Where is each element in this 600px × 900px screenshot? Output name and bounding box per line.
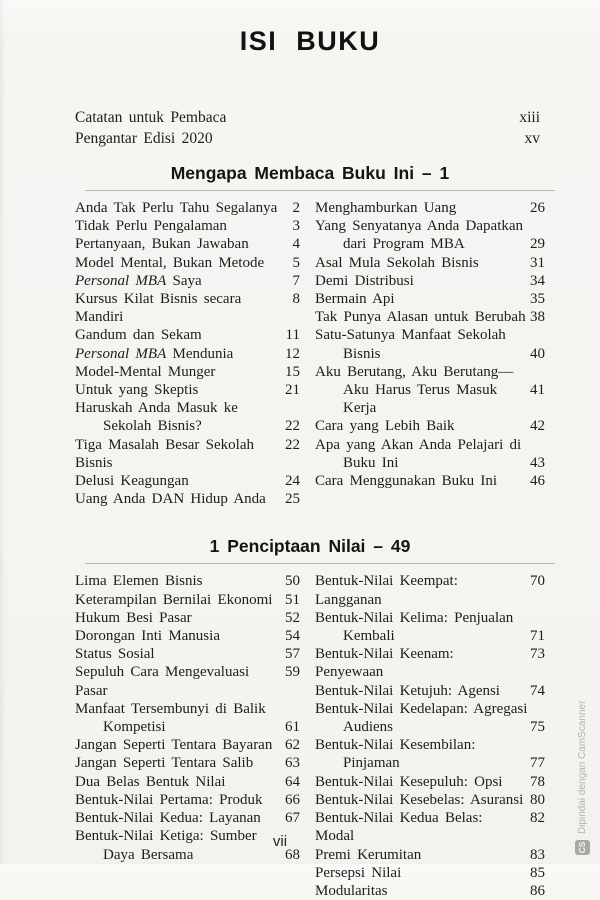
entry-page-number: 22 <box>285 418 300 435</box>
entry-page-number: 8 <box>292 291 300 308</box>
entry-title: Yang Senyatanya Anda Dapatkan <box>315 218 524 235</box>
entry-page-number: 46 <box>530 473 545 490</box>
entry-page-number: 5 <box>292 254 300 271</box>
entry-title: Aku Berutang, Aku Berutang— <box>315 363 514 380</box>
toc-entry <box>315 417 545 435</box>
toc-entry <box>75 235 300 253</box>
entry-title: Jangan Seperti Tentara Bayaran <box>75 737 273 754</box>
entry-page-number: 34 <box>530 272 545 289</box>
entry-page-number: 80 <box>530 791 545 808</box>
entry-title: Pengantar Edisi 2020 <box>75 130 213 147</box>
toc-entry <box>315 290 545 308</box>
toc-entry <box>75 645 300 663</box>
toc-entry <box>315 381 545 417</box>
toc-entry <box>315 864 545 882</box>
entry-title: Manfaat Tersembunyi di Balik <box>75 700 266 717</box>
toc-entry <box>75 754 300 772</box>
toc-entry <box>75 791 300 809</box>
entry-page-number: 41 <box>530 382 545 399</box>
entry-title: Gandum dan Sekam <box>75 327 202 344</box>
toc-entry <box>75 736 300 754</box>
entry-page-number: 83 <box>530 846 545 863</box>
toc-entry <box>75 417 300 435</box>
entry-title: Bentuk-Nilai Kesebelas: Asuransi <box>315 791 524 808</box>
entry-title: Keterampilan Bernilai Ekonomi <box>75 591 273 608</box>
entry-page-number: 26 <box>530 200 545 216</box>
entry-title: Kompetisi <box>103 719 166 736</box>
entry-title: Anda Tak Perlu Tahu Segalanya <box>75 200 278 216</box>
toc-entry <box>315 627 545 645</box>
entry-title: Dorongan Inti Manusia <box>75 628 220 645</box>
toc-entry <box>75 572 300 590</box>
entry-page-number: 11 <box>285 327 300 344</box>
entry-title: Audiens <box>343 719 393 736</box>
toc-entry <box>75 490 300 508</box>
toc-entry <box>315 773 545 791</box>
toc-entry <box>75 345 300 363</box>
entry-title: Status Sosial <box>75 646 155 663</box>
entry-title: Jangan Seperti Tentara Salib <box>75 755 254 772</box>
page-title: ISI BUKU <box>239 26 381 56</box>
section-mengapa-membaca <box>75 163 545 508</box>
entry-title: Cara Menggunakan Buku Ini <box>315 473 498 490</box>
toc-columns <box>75 199 545 508</box>
entry-title: Haruskah Anda Masuk ke <box>75 400 238 417</box>
entry-title: Bentuk-Nilai Kelima: Penjualan <box>315 609 514 626</box>
toc-entry <box>75 809 300 827</box>
front-matter-entry <box>75 128 540 149</box>
toc-entry <box>315 736 545 754</box>
page-number: vii <box>272 833 288 850</box>
toc-entry <box>315 754 545 772</box>
section-heading: 1 Penciptaan Nilai – 49 <box>209 536 411 557</box>
entry-title: Bermain Api <box>315 291 395 308</box>
section-heading: Mengapa Membaca Buku Ini – 1 <box>170 163 450 183</box>
toc-entry <box>315 308 545 326</box>
entry-title: Kursus Kilat Bisnis secara Mandiri <box>75 291 242 326</box>
entry-page-number: 68 <box>285 846 300 863</box>
entry-title: Satu-Satunya Manfaat Sekolah <box>315 327 506 344</box>
toc-entry <box>75 199 300 217</box>
toc-entry <box>315 254 545 272</box>
entry-title: Delusi Keagungan <box>75 473 189 490</box>
entry-page-number: 64 <box>285 773 300 790</box>
toc-entry <box>75 436 300 472</box>
entry-page-number: 7 <box>292 272 300 289</box>
entry-title: Hukum Besi Pasar <box>75 609 192 626</box>
entry-title: Bentuk-Nilai Ketiga: Sumber <box>75 828 257 845</box>
entry-title: Bentuk-Nilai Keempat: Langganan <box>315 573 458 608</box>
entry-page-number: 59 <box>285 664 300 681</box>
entry-page-number: 21 <box>285 382 300 399</box>
toc-entry <box>75 290 300 326</box>
entry-title: Kembali <box>343 628 395 645</box>
toc-entry <box>315 682 545 700</box>
entry-page-number: 2 <box>292 200 300 216</box>
entry-page-number: 71 <box>530 628 545 645</box>
entry-title: Persepsi Nilai <box>315 864 402 881</box>
entry-page-number: 42 <box>530 418 545 435</box>
entry-title: Tiga Masalah Besar Sekolah Bisnis <box>75 436 255 471</box>
toc-entry <box>315 235 545 253</box>
toc-entry <box>315 791 545 809</box>
entry-title: Pertanyaan, Bukan Jawaban <box>75 236 249 253</box>
entry-title: Bentuk-Nilai Pertama: Produk <box>75 791 263 808</box>
entry-title: Pinjaman <box>343 755 400 772</box>
entry-title: Model Mental, Bukan Metode <box>75 254 265 271</box>
toc-entry <box>75 272 300 290</box>
entry-page-number: 4 <box>292 236 300 253</box>
toc-entry <box>315 199 545 217</box>
entry-page-number: 50 <box>285 573 300 590</box>
toc-entry <box>75 326 300 344</box>
front-matter-entry <box>75 107 540 128</box>
entry-page-number: 75 <box>530 719 545 736</box>
toc-entry <box>315 718 545 736</box>
entry-page-number: 67 <box>285 810 300 827</box>
toc-entry <box>315 326 545 344</box>
toc-entry <box>315 572 545 608</box>
entry-title: Daya Bersama <box>103 846 194 863</box>
section-divider <box>85 563 555 564</box>
toc-columns <box>75 572 545 900</box>
entry-page-number: 62 <box>285 737 300 754</box>
entry-page-number: 85 <box>530 864 545 881</box>
entry-page-number: xv <box>524 130 540 147</box>
entry-page-number: 12 <box>285 345 300 362</box>
entry-title: Catatan untuk Pembaca <box>75 109 227 126</box>
toc-entry <box>315 272 545 290</box>
toc-entry <box>75 217 300 235</box>
toc-entry <box>75 399 300 417</box>
toc-column-right <box>315 572 545 900</box>
entry-title: Lima Elemen Bisnis <box>75 573 203 590</box>
toc-column-left <box>75 572 300 900</box>
entry-page-number: 43 <box>530 454 545 471</box>
entry-title: Bentuk-Nilai Keenam: Penyewaan <box>315 646 454 681</box>
entry-title: Tak Punya Alasan untuk Berubah <box>315 309 526 326</box>
toc-entry <box>75 609 300 627</box>
entry-page-number: 54 <box>285 628 300 645</box>
camscanner-watermark-text: Dipindai dengan CamScanner <box>576 700 588 834</box>
entry-page-number: 3 <box>292 218 300 235</box>
entry-page-number: 38 <box>530 309 545 326</box>
toc-entry <box>315 217 545 235</box>
entry-title: Personal MBA Mendunia <box>75 345 234 362</box>
toc-entry <box>315 882 545 900</box>
toc-entry <box>75 663 300 699</box>
entry-title: Sepuluh Cara Mengevaluasi Pasar <box>75 664 250 699</box>
entry-title: Modularitas <box>315 882 388 899</box>
entry-page-number: 57 <box>285 646 300 663</box>
section-divider <box>85 190 555 191</box>
entry-page-number: 63 <box>285 755 300 772</box>
toc-entry <box>315 345 545 363</box>
entry-page-number: 74 <box>530 682 545 699</box>
toc-column-right <box>315 199 545 508</box>
entry-page-number: 77 <box>530 755 545 772</box>
toc-entry <box>75 381 300 399</box>
camscanner-logo-icon: CS <box>575 840 590 855</box>
toc-entry <box>75 591 300 609</box>
entry-title: Apa yang Akan Anda Pelajari di <box>315 436 522 453</box>
entry-title: Buku Ini <box>343 454 399 471</box>
entry-title: Asal Mula Sekolah Bisnis <box>315 254 479 271</box>
entry-page-number: 78 <box>530 773 545 790</box>
entry-page-number: xiii <box>519 109 540 126</box>
toc-entry <box>75 472 300 490</box>
entry-page-number: 73 <box>530 646 545 663</box>
entry-page-number: 31 <box>530 254 545 271</box>
entry-title: Bentuk-Nilai Kesembilan: <box>315 737 476 754</box>
toc-entry <box>315 609 545 627</box>
toc-entry <box>75 627 300 645</box>
entry-title: Bentuk-Nilai Kedua Belas: Modal <box>315 810 483 845</box>
entry-title: Untuk yang Skeptis <box>75 382 199 399</box>
entry-page-number: 52 <box>285 609 300 626</box>
entry-title: dari Program MBA <box>343 236 465 253</box>
entry-page-number: 24 <box>285 473 300 490</box>
entry-title: Demi Distribusi <box>315 272 414 289</box>
toc-entry <box>75 363 300 381</box>
toc-column-left <box>75 199 300 508</box>
entry-title: Menghamburkan Uang <box>315 200 457 216</box>
entry-title: Model-Mental Munger <box>75 363 216 380</box>
entry-page-number: 25 <box>285 491 300 508</box>
toc-entry <box>315 454 545 472</box>
entry-title: Bentuk-Nilai Kedua: Layanan <box>75 810 261 827</box>
entry-page-number: 86 <box>530 882 545 899</box>
entry-title: Cara yang Lebih Baik <box>315 418 455 435</box>
front-matter-list <box>75 107 540 149</box>
entry-page-number: 29 <box>530 236 545 253</box>
entry-page-number: 40 <box>530 345 545 362</box>
entry-title: Tidak Perlu Pengalaman <box>75 218 227 235</box>
entry-page-number: 66 <box>285 791 300 808</box>
entry-title: Aku Harus Terus Masuk Kerja <box>343 382 498 417</box>
entry-title: Bisnis <box>343 345 381 362</box>
toc-entry <box>315 645 545 681</box>
toc-entry <box>315 472 545 490</box>
entry-title: Bentuk-Nilai Kedelapan: Agregasi <box>315 700 528 717</box>
entry-page-number: 35 <box>530 291 545 308</box>
toc-entry <box>75 254 300 272</box>
entry-page-number: 82 <box>530 810 545 827</box>
entry-page-number: 51 <box>285 591 300 608</box>
toc-entry <box>315 700 545 718</box>
toc-entry <box>75 773 300 791</box>
entry-title: Bentuk-Nilai Ketujuh: Agensi <box>315 682 500 699</box>
entry-title: Personal MBA Saya <box>75 272 202 289</box>
entry-title: Sekolah Bisnis? <box>103 418 202 435</box>
toc-entry <box>75 700 300 718</box>
entry-page-number: 15 <box>285 363 300 380</box>
entry-title: Dua Belas Bentuk Nilai <box>75 773 226 790</box>
entry-page-number: 70 <box>530 573 545 590</box>
entry-title: Bentuk-Nilai Kesepuluh: Opsi <box>315 773 503 790</box>
toc-entry <box>315 436 545 454</box>
toc-entry <box>315 363 545 381</box>
camscanner-watermark <box>574 685 590 855</box>
toc-entry <box>75 718 300 736</box>
entry-title: Premi Kerumitan <box>315 846 422 863</box>
entry-page-number: 61 <box>285 719 300 736</box>
entry-title: Uang Anda DAN Hidup Anda <box>75 491 266 508</box>
entry-page-number: 22 <box>285 436 300 453</box>
